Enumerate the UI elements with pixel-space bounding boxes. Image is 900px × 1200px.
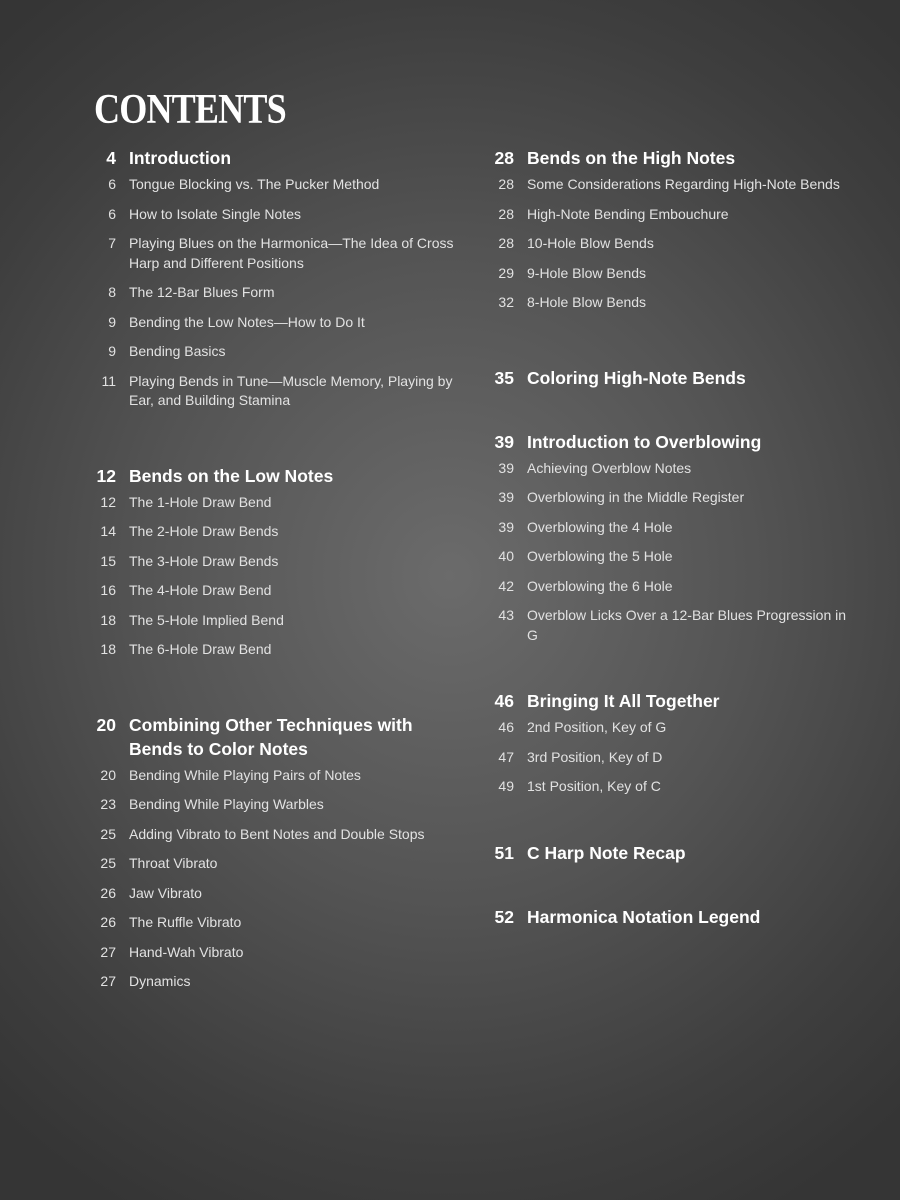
toc-entry[interactable]	[482, 293, 852, 313]
toc-entry[interactable]	[84, 943, 464, 963]
toc-page-number: 8	[108, 284, 116, 300]
toc-section[interactable]	[482, 366, 852, 390]
toc-entry-title: The 3-Hole Draw Bends	[129, 552, 279, 569]
toc-page-number: 39	[494, 431, 514, 452]
toc-page-number: 43	[498, 607, 514, 623]
toc-entry-title: Bending the Low Notes—How to Do It	[129, 313, 365, 330]
toc-section[interactable]	[482, 905, 852, 929]
toc-entry-title: Some Considerations Regarding High-Note Bends	[527, 176, 840, 192]
toc-entry-title: Jaw Vibrato	[129, 884, 202, 901]
toc-page-number: 40	[498, 548, 514, 564]
toc-page-number: 7	[108, 235, 116, 251]
toc-entry-title: Achieving Overblow Notes	[527, 459, 692, 476]
toc-entry-title: Adding Vibrato to Bent Notes and Double Stops	[129, 825, 425, 842]
toc-entry[interactable]	[482, 577, 852, 597]
toc-entry-title: Hand-Wah Vibrato	[129, 943, 244, 960]
toc-entry[interactable]	[84, 493, 464, 513]
toc-page-number: 28	[498, 235, 514, 251]
toc-page-number: 26	[100, 914, 116, 930]
toc-entry-title: Bending While Playing Warbles	[129, 796, 324, 812]
toc-section[interactable]	[84, 713, 464, 761]
toc-section-title: Bends on the Low Notes	[129, 465, 334, 486]
toc-section[interactable]	[482, 841, 852, 865]
toc-entry[interactable]	[482, 459, 852, 479]
toc-page-number: 9	[108, 343, 116, 359]
toc-entry[interactable]	[84, 372, 464, 411]
toc-entry[interactable]	[482, 205, 852, 225]
toc-page-number: 32	[498, 294, 514, 310]
toc-section-title: Bringing It All Together	[527, 691, 720, 711]
toc-entry[interactable]	[84, 283, 464, 303]
toc-entry[interactable]	[482, 606, 852, 645]
toc-entry[interactable]	[84, 342, 464, 362]
toc-page-number: 39	[498, 459, 514, 476]
toc-entry-title: Overblow Licks Over a 12-Bar Blues Progression in G	[527, 607, 847, 643]
toc-section-title: Introduction	[129, 148, 232, 168]
toc-entry-title: Overblowing in the Middle Register	[527, 489, 745, 505]
toc-page-number: 14	[100, 523, 116, 539]
toc-page-number: 18	[100, 611, 116, 628]
toc-page-number: 6	[108, 176, 116, 192]
toc-page-number: 39	[498, 518, 514, 535]
toc-page-number: 26	[100, 884, 116, 901]
toc-entry-title: Dynamics	[129, 973, 191, 989]
toc-page-number: 46	[498, 719, 514, 735]
toc-entry-title: 1st Position, Key of C	[527, 778, 661, 794]
toc-page-number: 25	[100, 825, 116, 842]
toc-entry-title: How to Isolate Single Notes	[129, 205, 301, 222]
toc-page-number: 4	[106, 148, 116, 168]
toc-entry[interactable]	[84, 766, 464, 786]
toc-page-number: 12	[96, 465, 116, 486]
toc-entry-title: 3rd Position, Key of D	[527, 748, 663, 765]
toc-page-number: 25	[100, 855, 116, 871]
toc-page-number: 35	[494, 367, 514, 388]
toc-page-number: 39	[498, 489, 514, 505]
toc-page-number: 51	[494, 842, 514, 863]
toc-entry-title: Throat Vibrato	[129, 855, 218, 871]
toc-entry-title: The 2-Hole Draw Bends	[129, 523, 279, 539]
toc-entry-title: The 1-Hole Draw Bend	[129, 493, 272, 510]
toc-page-number: 28	[498, 205, 514, 222]
toc-entry[interactable]	[84, 972, 464, 992]
toc-entry-title: The 5-Hole Implied Bend	[129, 611, 284, 628]
toc-entry[interactable]	[482, 234, 852, 254]
toc-entry-title: 2nd Position, Key of G	[527, 719, 667, 735]
toc-page-number: 27	[100, 943, 116, 960]
toc-left-column	[84, 146, 464, 992]
toc-entry[interactable]	[84, 854, 464, 874]
toc-section-title: Coloring High-Note Bends	[527, 367, 746, 388]
toc-entry-title: Tongue Blocking vs. The Pucker Method	[129, 176, 380, 192]
toc-entry[interactable]	[482, 748, 852, 768]
toc-entry-title: The 4-Hole Draw Bend	[129, 582, 272, 598]
toc-entry-title: High-Note Bending Embouchure	[527, 205, 729, 222]
toc-entry-title: Bending While Playing Pairs of Notes	[129, 766, 361, 783]
toc-page-number: 20	[96, 714, 116, 735]
toc-entry[interactable]	[482, 777, 852, 797]
toc-entry[interactable]	[84, 795, 464, 815]
toc-entry-title: The 6-Hole Draw Bend	[129, 641, 272, 657]
toc-page-number: 27	[100, 973, 116, 989]
toc-section[interactable]	[84, 464, 464, 488]
toc-entry[interactable]	[482, 264, 852, 284]
toc-entry[interactable]	[84, 313, 464, 333]
toc-page-number: 42	[498, 577, 514, 594]
toc-entry[interactable]	[482, 175, 852, 195]
toc-entry[interactable]	[84, 611, 464, 631]
toc-page-number: 18	[100, 641, 116, 657]
toc-section[interactable]	[482, 689, 852, 713]
toc-entry[interactable]	[84, 522, 464, 542]
toc-section-title: C Harp Note Recap	[527, 842, 686, 863]
toc-entry[interactable]	[482, 718, 852, 738]
toc-section-title: Harmonica Notation Legend	[527, 906, 761, 927]
toc-entry-title: 8-Hole Blow Bends	[527, 294, 647, 310]
toc-section[interactable]	[482, 430, 852, 454]
page-title: CONTENTS	[94, 87, 286, 133]
toc-entry[interactable]	[84, 884, 464, 904]
toc-page-number: 47	[498, 748, 514, 765]
toc-entry[interactable]	[84, 552, 464, 572]
toc-page-number: 28	[494, 148, 514, 168]
toc-section-title: Bends on the High Notes	[527, 148, 736, 168]
toc-entry-title: The Ruffle Vibrato	[129, 914, 242, 930]
toc-entry-title: Overblowing the 5 Hole	[527, 548, 673, 564]
toc-page-number: 28	[498, 176, 514, 192]
toc-page-number: 52	[494, 906, 514, 927]
toc-entry[interactable]	[482, 518, 852, 538]
toc-entry-title: Bending Basics	[129, 343, 226, 359]
toc-entry-title: Overblowing the 4 Hole	[527, 518, 673, 535]
toc-section-title: Combining Other Techniques with Bends to Color Notes	[129, 714, 413, 759]
toc-entry[interactable]	[84, 205, 464, 225]
toc-entry[interactable]	[84, 175, 464, 195]
toc-right-column	[482, 146, 852, 929]
toc-section[interactable]	[84, 146, 464, 170]
toc-page-number: 15	[100, 552, 116, 569]
toc-page-number: 49	[498, 778, 514, 794]
toc-page-number: 12	[100, 493, 116, 510]
toc-entry[interactable]	[84, 825, 464, 845]
toc-page-number: 9	[108, 313, 116, 330]
toc-entry[interactable]	[482, 488, 852, 508]
toc-entry-title: 9-Hole Blow Bends	[527, 264, 647, 281]
toc-page-number: 11	[101, 372, 116, 389]
toc-page-number: 20	[100, 766, 116, 783]
toc-entry[interactable]	[84, 234, 464, 273]
toc-page-number: 6	[108, 205, 116, 222]
toc-entry[interactable]	[482, 547, 852, 567]
toc-section[interactable]	[482, 146, 852, 170]
toc-page-number: 16	[100, 582, 116, 598]
toc-entry-title: 10-Hole Blow Bends	[527, 235, 654, 251]
toc-entry-title: Overblowing the 6 Hole	[527, 577, 673, 594]
toc-entry-title: Playing Bends in Tune—Muscle Memory, Playing by Ear, and Building Stamina	[129, 372, 453, 408]
toc-entry-title: The 12-Bar Blues Form	[129, 284, 275, 300]
toc-entry-title: Playing Blues on the Harmonica—The Idea of Cross Harp and Different Positions	[129, 235, 454, 271]
toc-entry[interactable]	[84, 640, 464, 660]
toc-section-title: Introduction to Overblowing	[527, 431, 762, 452]
toc-page-number: 46	[494, 691, 514, 711]
toc-entry[interactable]	[84, 913, 464, 933]
toc-page-number: 23	[100, 796, 116, 812]
toc-page-number: 29	[498, 264, 514, 281]
toc-entry[interactable]	[84, 581, 464, 601]
